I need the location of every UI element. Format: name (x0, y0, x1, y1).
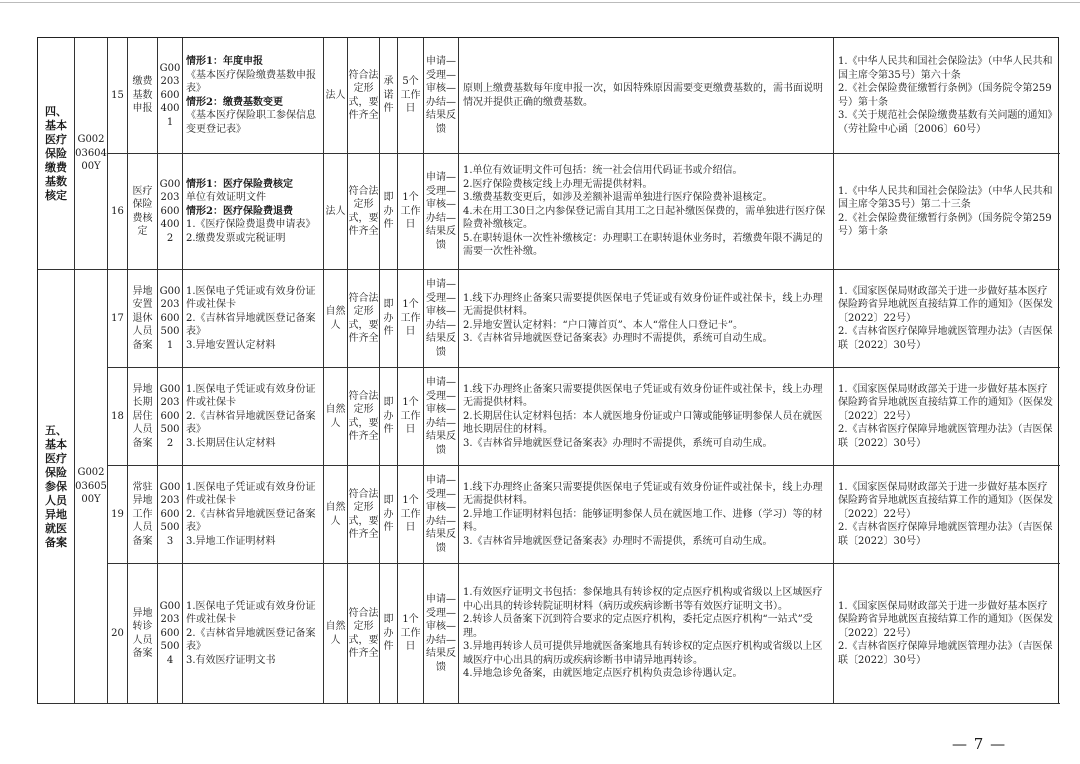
material-line: 情形2：医疗保险费退费 (186, 205, 293, 217)
time-limit-cell (398, 368, 424, 466)
item-code: G002036005003 (159, 481, 181, 547)
process-flow: 申请—受理—审核—办结—结果反馈 (426, 377, 456, 456)
acceptance-standard: 符合法定形式，要件齐全 (348, 390, 379, 442)
applicant-subject: 自然人 (325, 306, 346, 331)
materials-cell (183, 270, 324, 368)
materials-cell (183, 466, 324, 564)
mode-cell (380, 564, 398, 704)
material-line: 情形2：缴费基数变更 (186, 96, 283, 108)
subject-cell (324, 564, 348, 704)
materials-cell (183, 38, 324, 154)
notes-list (459, 82, 833, 109)
materials-list (183, 481, 323, 549)
notes-cell (459, 564, 834, 704)
legal-basis-line: 2.《社会保险费征缴暂行条例》（国务院令第259号）第十条 (838, 212, 1052, 237)
material-line: 3.异地工作证明材料 (186, 535, 276, 547)
standard-cell (348, 368, 380, 466)
category-label: 四、基本医疗保险缴费基数核定 (45, 104, 67, 202)
item-number: 18 (111, 410, 124, 422)
applicant-subject: 法人 (325, 205, 346, 217)
process-cell (424, 154, 459, 270)
item-name: 缴费基数申报 (132, 76, 153, 115)
item-number-cell (108, 466, 128, 564)
legal-basis-line: 3.《关于规范社会保险缴费基数有关问题的通知》（劳社险中心函〔2006〕60号） (838, 110, 1053, 135)
material-line: 2.《吉林省异地就医登记备案表》 (186, 410, 316, 436)
materials-cell (183, 368, 324, 466)
item-code: G002036005001 (159, 285, 181, 351)
process-cell (424, 564, 459, 704)
page-number: — 7 — (952, 735, 1007, 753)
mode-cell (380, 270, 398, 368)
legal-basis-line: 2.《吉林省医疗保障异地就医管理办法》（吉医保联〔2022〕30号） (838, 424, 1053, 449)
applicant-subject: 自然人 (325, 621, 346, 646)
item-number: 15 (111, 89, 124, 101)
materials-list (183, 178, 319, 246)
notes-cell (459, 270, 834, 368)
notes-cell (459, 368, 834, 466)
note-line: 4.未在用工30日之内参保登记需自其用工之日起补缴医保费的，需单独进行医疗保险费补缴核定。 (463, 205, 826, 231)
applicant-subject: 法人 (325, 89, 346, 101)
category-code: G0020360400Y (75, 134, 107, 173)
item-name: 异地转诊人员备案 (132, 607, 153, 659)
note-line: 2.转诊人员备案下沉到符合要求的定点医疗机构，委托定点医疗机构“一站式”受理。 (463, 614, 813, 639)
item-name: 异地长期居住人员备案 (132, 383, 153, 449)
material-line: 1.医保电子凭证或有效身份证件或社保卡 (186, 383, 316, 409)
subject-cell (324, 38, 348, 154)
note-line: 3.缴费基数变更后，如涉及差额补退需单独进行医疗保险费补退核定。 (463, 192, 773, 204)
process-flow: 申请—受理—审核—办结—结果反馈 (426, 56, 456, 135)
handling-mode: 即办件 (383, 299, 394, 338)
notes-list (459, 481, 833, 549)
item-name: 异地安置退休人员备案 (132, 285, 153, 351)
standard-cell (348, 154, 380, 270)
standard-cell (348, 270, 380, 368)
subject-cell (324, 466, 348, 564)
acceptance-standard: 符合法定形式，要件齐全 (348, 488, 379, 540)
material-line: 2.《吉林省异地就医登记备案表》 (186, 627, 316, 653)
note-line: 3.《吉林省异地就医登记备案表》办理时不需提供，系统可自动生成。 (463, 437, 773, 449)
mode-cell (380, 466, 398, 564)
item-name-cell (128, 270, 158, 368)
item-code-cell (158, 564, 183, 704)
item-number-cell (108, 564, 128, 704)
notes-list (459, 164, 833, 259)
note-line: 2.异地工作证明材料包括：能够证明参保人员在就医地工作、进修（学习）等的材料。 (463, 508, 823, 534)
materials-list (183, 285, 323, 353)
mode-cell (380, 154, 398, 270)
notes-list (459, 292, 833, 346)
material-line: 情形1：年度申报 (186, 56, 263, 67)
time-limit: 5个工作日 (400, 76, 421, 115)
legal-basis-line: 2.《吉林省医疗保障异地就医管理办法》（吉医保联〔2022〕30号） (838, 326, 1053, 351)
legal-basis-line: 1.《中华人民共和国社会保险法》（中华人民共和国主席令第35号）第二十三条 (838, 185, 1053, 210)
note-line: 5.在职转退休一次性补缴核定：办理职工在职转退休业务时，若缴费年限不满足的需要一次性补缴。 (463, 232, 823, 258)
acceptance-standard: 符合法定形式，要件齐全 (348, 607, 379, 659)
note-line: 3.《吉林省异地就医登记备案表》办理时不需提供，系统可自动生成。 (463, 333, 773, 344)
item-number-cell (108, 368, 128, 466)
basis-cell (834, 38, 1060, 154)
legal-basis-line: 1.《国家医保局财政部关于进一步做好基本医疗保险跨省异地就医直接结算工作的通知》（医保发〔2022〕22号） (838, 600, 1053, 639)
time-limit: 1个工作日 (400, 299, 421, 338)
basis-cell (834, 368, 1060, 466)
note-line: 3.异地再转诊人员可提供异地就医备案地具有转诊权的定点医疗机构或省级以上区域医疗中心出具的病历或疾病诊断书申请异地再转诊。 (463, 641, 823, 666)
subject-cell (324, 270, 348, 368)
note-line: 2.医疗保险费核定线上办理无需提供材料。 (463, 178, 653, 190)
notes-cell (459, 466, 834, 564)
standard-cell (348, 564, 380, 704)
process-cell (424, 466, 459, 564)
item-number-cell (108, 38, 128, 154)
material-line: 情形1：医疗保险费核定 (186, 178, 293, 190)
item-name-cell (128, 154, 158, 270)
material-line: 1.医保电子凭证或有效身份证件或社保卡 (186, 285, 316, 311)
mode-cell (380, 368, 398, 466)
material-line: 3.异地安置认定材料 (186, 339, 276, 351)
acceptance-standard: 符合法定形式，要件齐全 (348, 292, 379, 344)
handling-mode: 即办件 (383, 495, 394, 534)
time-limit: 1个工作日 (400, 495, 421, 534)
material-line: 1.医保电子凭证或有效身份证件或社保卡 (186, 481, 316, 507)
time-limit: 1个工作日 (400, 614, 421, 653)
scan-edge-line (0, 2, 1080, 3)
item-name: 常驻异地工作人员备案 (132, 481, 153, 547)
time-limit: 1个工作日 (400, 192, 421, 231)
mode-cell (380, 38, 398, 154)
standard-cell (348, 38, 380, 154)
process-cell (424, 270, 459, 368)
item-number: 16 (111, 205, 124, 217)
legal-basis-list (834, 185, 1060, 239)
item-code-cell (158, 270, 183, 368)
materials-cell (183, 564, 324, 704)
material-line: 1.医保电子凭证或有效身份证件或社保卡 (186, 600, 316, 626)
item-code-cell (158, 368, 183, 466)
service-table (37, 37, 1059, 704)
material-line: 2.《吉林省异地就医登记备案表》 (186, 508, 316, 534)
process-flow: 申请—受理—审核—办结—结果反馈 (426, 475, 456, 554)
applicant-subject: 自然人 (325, 502, 346, 527)
material-line: 2.《吉林省异地就医登记备案表》 (186, 312, 316, 338)
item-name-cell (128, 466, 158, 564)
legal-basis-line: 1.《国家医保局财政部关于进一步做好基本医疗保险跨省异地就医直接结算工作的通知》（医保发〔2022〕22号） (838, 481, 1053, 520)
process-cell (424, 38, 459, 154)
note-line: 1.线下办理终止备案只需要提供医保电子凭证或有效身份证件或社保卡，线上办理无需提供材料。 (463, 383, 823, 409)
category-cell (38, 38, 75, 270)
acceptance-standard: 符合法定形式，要件齐全 (348, 185, 379, 237)
basis-cell (834, 154, 1060, 270)
category-code-cell (75, 270, 108, 704)
process-flow: 申请—受理—审核—办结—结果反馈 (426, 172, 456, 251)
legal-basis-list (834, 285, 1060, 353)
note-line: 1.线下办理终止备案只需要提供医保电子凭证或有效身份证件或社保卡，线上办理无需提供材料。 (463, 481, 823, 507)
materials-list (183, 55, 323, 136)
notes-list (459, 586, 833, 681)
legal-basis-line: 2.《社会保险费征缴暂行条例》（国务院令第259号）第十条 (838, 83, 1052, 108)
material-line: 《基本医疗保险缴费基数申报表》 (186, 69, 316, 94)
item-code: G002036005004 (159, 600, 181, 666)
note-line: 1.线下办理终止备案只需要提供医保电子凭证或有效身份证件或社保卡，线上办理无需提供材料。 (463, 292, 823, 317)
basis-cell (834, 466, 1060, 564)
category-cell (38, 270, 75, 704)
time-limit-cell (398, 154, 424, 270)
time-limit: 1个工作日 (400, 397, 421, 436)
time-limit-cell (398, 466, 424, 564)
handling-mode: 即办件 (383, 397, 394, 436)
legal-basis-list (834, 481, 1060, 549)
note-line: 4.异地急诊免备案，由就医地定点医疗机构负责急诊待遇认定。 (463, 668, 743, 680)
legal-basis-list (834, 600, 1060, 668)
notes-cell (459, 38, 834, 154)
item-name-cell (128, 564, 158, 704)
note-line: 1.单位有效证明文件可包括：统一社会信用代码证书或介绍信。 (463, 165, 743, 177)
item-number-cell (108, 270, 128, 368)
time-limit-cell (398, 38, 424, 154)
applicant-subject: 自然人 (325, 404, 346, 429)
legal-basis-line: 2.《吉林省医疗保障异地就医管理办法》（吉医保联〔2022〕30号） (838, 641, 1053, 666)
material-line: 3.长期居住认定材料 (186, 437, 276, 449)
materials-list (183, 383, 323, 451)
category-code-cell (75, 38, 108, 270)
standard-cell (348, 466, 380, 564)
legal-basis-list (834, 55, 1060, 136)
legal-basis-line: 1.《国家医保局财政部关于进一步做好基本医疗保险跨省异地就医直接结算工作的通知》（医保发〔2022〕22号） (838, 285, 1053, 324)
note-line: 原则上缴费基数每年度申报一次，如因特殊原因需要变更缴费基数的，需书面说明情况并提供正确的缴费基数。 (463, 83, 823, 108)
item-code: G002036004002 (159, 178, 181, 244)
note-line: 2.异地安置认定材料：“户口簿首页”、本人“常住人口登记卡”。 (463, 319, 743, 331)
item-code-cell (158, 38, 183, 154)
acceptance-standard: 符合法定形式，要件齐全 (348, 69, 379, 121)
item-code: G002036004001 (159, 62, 181, 128)
handling-mode: 即办件 (383, 614, 394, 653)
item-number-cell (108, 154, 128, 270)
item-number: 20 (111, 627, 124, 639)
basis-cell (834, 564, 1060, 704)
process-cell (424, 368, 459, 466)
category-code: G0020360500Y (75, 467, 107, 506)
item-name-cell (128, 38, 158, 154)
note-line: 2.长期居住认定材料包括：本人就医地身份证或户口簿或能够证明参保人员在就医地长期居住的材料。 (463, 410, 823, 436)
category-label: 五、基本医疗保险参保人员异地就医备案 (45, 423, 67, 549)
legal-basis-line: 2.《吉林省医疗保障异地就医管理办法》（吉医保联〔2022〕30号） (838, 522, 1053, 547)
time-limit-cell (398, 270, 424, 368)
materials-list (183, 600, 323, 668)
item-number: 17 (111, 312, 124, 324)
notes-list (459, 383, 833, 451)
process-flow: 申请—受理—审核—办结—结果反馈 (426, 594, 456, 673)
basis-cell (834, 270, 1060, 368)
notes-cell (459, 154, 834, 270)
legal-basis-line: 1.《中华人民共和国社会保险法》（中华人民共和国主席令第35号）第六十条 (838, 56, 1053, 81)
process-flow: 申请—受理—审核—办结—结果反馈 (426, 279, 456, 358)
handling-mode: 即办件 (383, 192, 394, 231)
item-number: 19 (111, 508, 124, 520)
handling-mode: 承诺件 (383, 76, 394, 115)
note-line: 1.有效医疗证明文书包括：参保地具有转诊权的定点医疗机构或省级以上区域医疗中心出具的转诊转院证明材料（病历或疾病诊断书等有效医疗证明文书）。 (463, 587, 823, 612)
note-line: 3.《吉林省异地就医登记备案表》办理时不需提供，系统可自动生成。 (463, 535, 773, 547)
item-code-cell (158, 154, 183, 270)
legal-basis-list (834, 383, 1060, 451)
item-name-cell (128, 368, 158, 466)
material-line: 单位有效证明文件 (186, 192, 266, 204)
legal-basis-line: 1.《国家医保局财政部关于进一步做好基本医疗保险跨省异地就医直接结算工作的通知》（医保发〔2022〕22号） (838, 383, 1053, 422)
subject-cell (324, 368, 348, 466)
materials-cell (183, 154, 324, 270)
item-name: 医疗保险费核定 (132, 185, 153, 237)
material-line: 3.有效医疗证明文书 (186, 654, 276, 666)
material-line: 2.缴费发票或完税证明 (186, 232, 286, 244)
item-code-cell (158, 466, 183, 564)
item-code: G002036005002 (159, 383, 181, 449)
subject-cell (324, 154, 348, 270)
time-limit-cell (398, 564, 424, 704)
material-line: 《基本医疗保险职工参保信息变更登记表》 (186, 110, 316, 135)
material-line: 1.《医疗保险费退费申请表》 (186, 219, 316, 231)
